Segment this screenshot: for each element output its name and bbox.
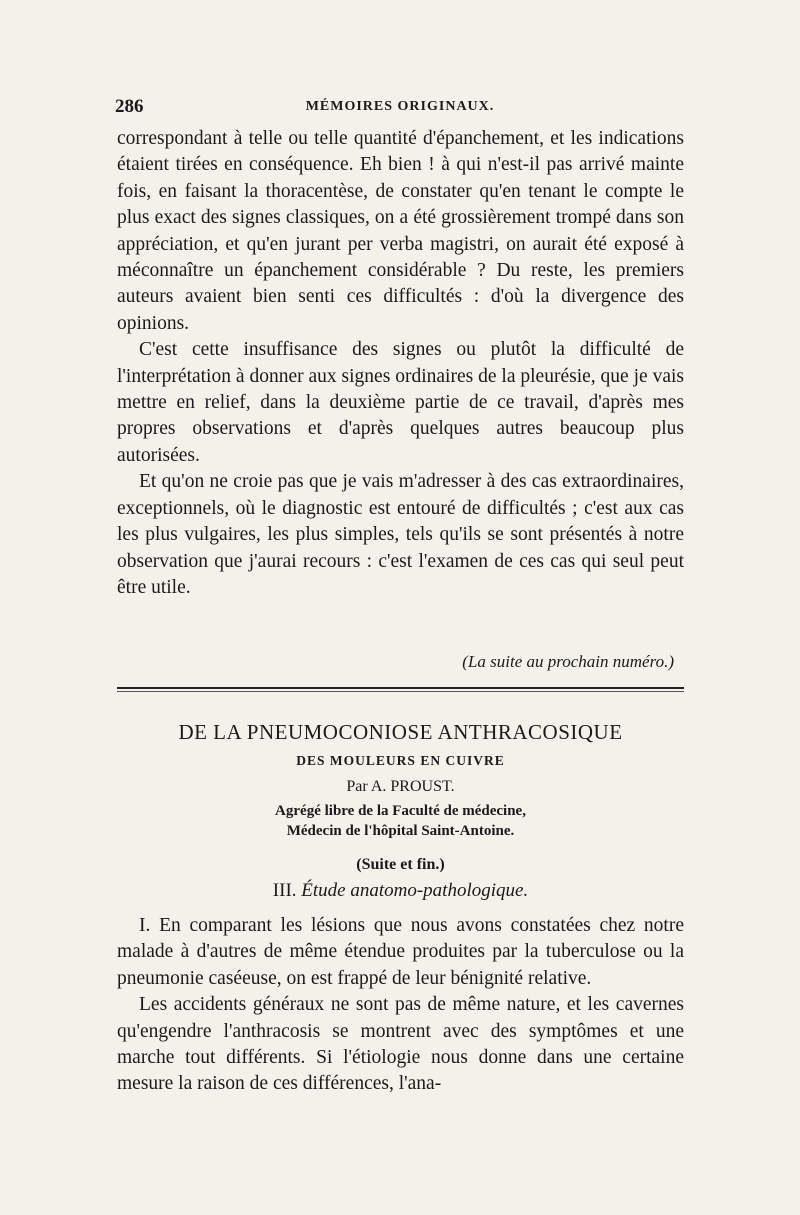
article-title: DE LA PNEUMOCONIOSE ANTHRACOSIQUE: [178, 720, 623, 744]
section-heading: [117, 880, 684, 902]
article1-paragraph-3: Et qu'on ne croie pas que je vais m'adresser à des cas extraordinaires, exceptionnels, où le diagnostic est entouré de difficultés ; c'est aux cas les plus vulgaires, les plus simples, tels qu'ils se sont présentés à notre observation que j'aurai recours : c'est l'examen de ces cas qui seul peut être utile.: [117, 471, 684, 598]
running-head: MÉMOIRES ORIGINAUX.: [305, 99, 495, 114]
page-header: [115, 96, 685, 120]
article1-body: [117, 126, 684, 601]
article-subtitle: DES MOULEURS EN CUIVRE: [296, 753, 505, 768]
section-title: Étude anatomo-pathologique.: [301, 880, 529, 901]
article2-body: [117, 913, 684, 1098]
page-number: 286: [115, 96, 144, 117]
section-divider: [117, 687, 684, 692]
author-affiliation-1: Agrégé libre de la Faculté de médecine,: [275, 803, 526, 819]
suite-et-fin-note: (Suite et fin.): [356, 856, 445, 873]
continuation-note: (La suite au prochain numéro.): [462, 652, 674, 671]
article1-paragraph-2: C'est cette insuffisance des signes ou plutôt la difficulté de l'interprétation à donner aux signes ordinaires de la pleurésie, que je vais mettre en relief, dans la deuxième partie de ce travail, d'après mes propres observations et d'après quelques autres beaucoup plus autorisées.: [117, 339, 684, 466]
article1-paragraph-1: correspondant à telle ou telle quantité d'épanchement, et les indications étaient tirées en conséquence. Eh bien ! à qui n'est-il pas arrivé mainte fois, en faisant la thoracentèse, de constater qu'en tenant le compte le plus exact des signes classiques, on a été grossièrement trompé dans son appréciation, et qu'en jurant per verba magistri, on aurait été exposé à méconnaître un épanchement considérable ? Du reste, les premiers auteurs avaient bien senti ces difficultés : d'où la divergence des opinions.: [117, 128, 684, 334]
author-affiliation-2: Médecin de l'hôpital Saint-Antoine.: [286, 823, 515, 839]
section-number: III.: [272, 880, 297, 901]
article2-paragraph-2: Les accidents généraux ne sont pas de même nature, et les cavernes qu'engendre l'anthracosis se montrent avec des symptômes et une marche tout différents. Si l'étiologie nous donne dans une certaine mesure la raison de ces différences, l'ana-: [117, 994, 684, 1095]
article2-paragraph-1: I. En comparant les lésions que nous avons constatées chez notre malade à d'autres de même étendue produites par la tuberculose ou la pneumonie caséeuse, on est frappé de leur bénignité relative.: [117, 915, 684, 989]
author-byline: Par A. PROUST.: [346, 778, 455, 795]
